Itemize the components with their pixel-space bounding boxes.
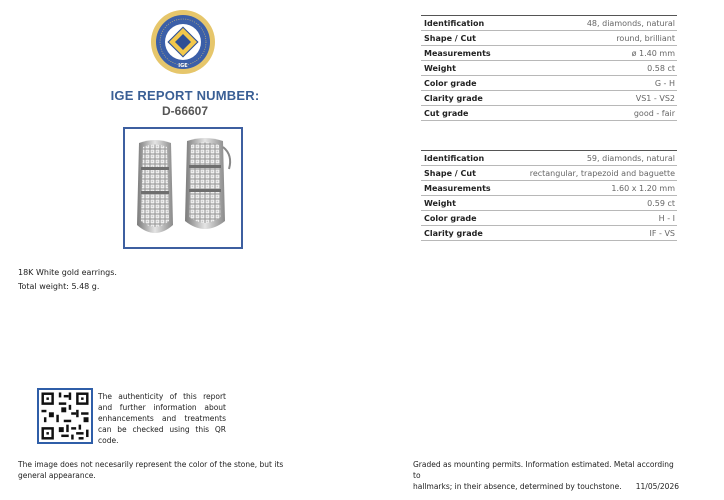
row-key: Cut grade [424, 108, 469, 118]
table-row [421, 31, 677, 46]
footer-disclaimer: The image does not necesarily represent the color of the stone, but its general appearance. [18, 460, 284, 480]
description-line-1: 18K White gold earrings. [18, 268, 117, 277]
row-key: Shape / Cut [424, 168, 476, 178]
row-value: 0.58 ct [647, 63, 675, 73]
row-value: IF - VS [649, 228, 675, 238]
table-row [421, 196, 677, 211]
report-title: IGE REPORT NUMBER: [110, 88, 260, 103]
row-key: Measurements [424, 183, 491, 193]
row-value: VS1 - VS2 [635, 93, 675, 103]
qr-description: The authenticity of this report and further information about enhancements and treatments can be checked using this QR code. [98, 392, 226, 445]
grading-note-line-2: hallmarks; in their absence, determined by touchstone. [413, 482, 622, 491]
row-key: Shape / Cut [424, 33, 476, 43]
table-row [421, 76, 677, 91]
table-row [421, 151, 677, 166]
diamond-table-2 [421, 150, 677, 241]
row-value: rectangular, trapezoid and baguette [529, 168, 675, 178]
earrings-photo [125, 129, 241, 247]
row-value: H - I [658, 213, 675, 223]
earrings-photo-frame [123, 127, 243, 249]
ige-logo [150, 9, 216, 75]
table-row [421, 226, 677, 241]
row-value: good - fair [633, 108, 675, 118]
row-key: Identification [424, 18, 485, 28]
qr-code[interactable] [37, 388, 93, 444]
logo-monogram: IGE [178, 63, 188, 69]
row-value: ø 1.40 mm [631, 48, 675, 58]
row-key: Weight [424, 198, 456, 208]
table-row [421, 16, 677, 31]
row-value: round, brilliant [616, 33, 675, 43]
table-row [421, 91, 677, 106]
report-number: D-66607 [161, 104, 209, 118]
table-row [421, 211, 677, 226]
row-value: 1.60 x 1.20 mm [611, 183, 675, 193]
row-key: Measurements [424, 48, 491, 58]
row-key: Weight [424, 63, 456, 73]
table-row [421, 181, 677, 196]
diamond-table-1 [421, 15, 677, 121]
table-row [421, 46, 677, 61]
row-key: Clarity grade [424, 228, 483, 238]
footer-grading-note [413, 459, 679, 492]
report-date: 11/05/2026 [635, 482, 679, 491]
table-row [421, 61, 677, 76]
row-key: Color grade [424, 78, 477, 88]
description-line-2: Total weight: 5.48 g. [18, 282, 100, 291]
table-row [421, 166, 677, 181]
table-row [421, 106, 677, 121]
row-key: Identification [424, 153, 485, 163]
row-key: Clarity grade [424, 93, 483, 103]
row-key: Color grade [424, 213, 477, 223]
row-value: G - H [654, 78, 675, 88]
row-value: 59, diamonds, natural [586, 153, 675, 163]
qr-code-icon [39, 390, 91, 442]
row-value: 0.59 ct [647, 198, 675, 208]
row-value: 48, diamonds, natural [586, 18, 675, 28]
grading-note-line-1: Graded as mounting permits. Information estimated. Metal according to [413, 460, 674, 480]
